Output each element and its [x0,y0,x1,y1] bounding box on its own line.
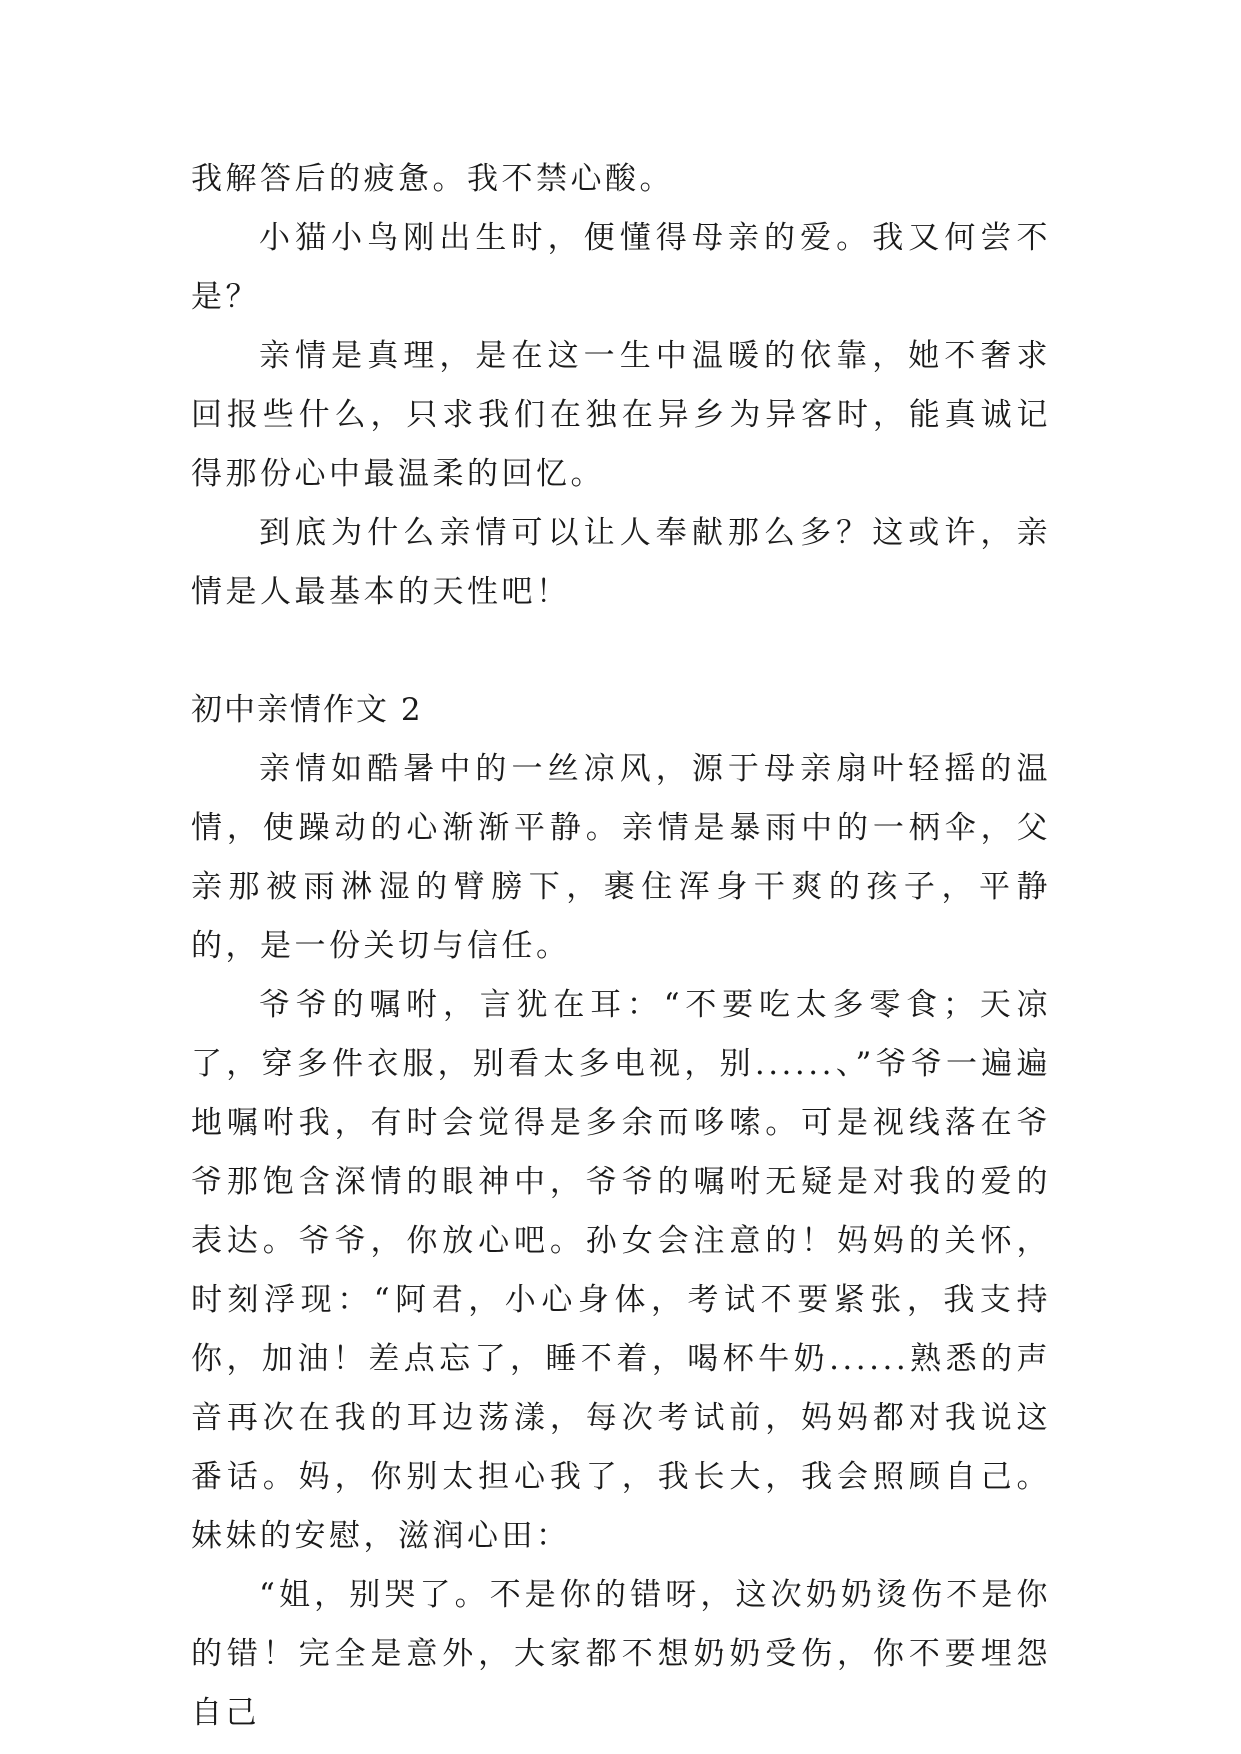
paragraph-4: 到底为什么亲情可以让人奉献那么多？这或许，亲情是人最基本的天性吧！ [191,515,1051,610]
document-page [191,150,1051,1743]
paragraph-3: 亲情是真理，是在这一生中温暖的依靠，她不奢求回报些什么，只求我们在独在异乡为异客时，能真诚记得那份心中最温柔的回忆。 [191,338,1051,492]
paragraph-5: 亲情如酷暑中的一丝凉风，源于母亲扇叶轻摇的温情，使躁动的心渐渐平静。亲情是暴雨中的一柄伞，父亲那被雨淋湿的臂膀下，裹住浑身干爽的孩子，平静的，是一份关切与信任。 [191,751,1051,964]
paragraph-1: 我解答后的疲惫。我不禁心酸。 [191,161,674,197]
paragraph-7: “姐，别哭了。不是你的错呀，这次奶奶烫伤不是你的错！完全是意外，大家都不想奶奶受伤，你不要埋怨自己 [191,1577,1051,1731]
paragraph-2: 小猫小鸟刚出生时，便懂得母亲的爱。我又何尝不是？ [191,220,1051,315]
paragraph-6: 爷爷的嘱咐，言犹在耳：“不要吃太多零食；天凉了，穿多件衣服，别看太多电视，别......、”爷爷一遍遍地嘱咐我，有时会觉得是多余而哆嗦。可是视线落在爷爷那饱含深情的眼神中，爷爷的嘱咐无疑是对我的爱的表达。爷爷，你放心吧。孙女会注意的！妈妈的关怀，时刻浮现：“阿君，小心身体，考试不要紧张，我支持你，加油！差点忘了，睡不着，喝杯牛奶......熟悉的声音再次在我的耳边荡漾，每次考试前，妈妈都对我说这番话。妈，你别太担心我了，我长大，我会照顾自己。妹妹的安慰，滋润心田： [191,987,1051,1554]
section-heading: 初中亲情作文 2 [191,692,423,728]
